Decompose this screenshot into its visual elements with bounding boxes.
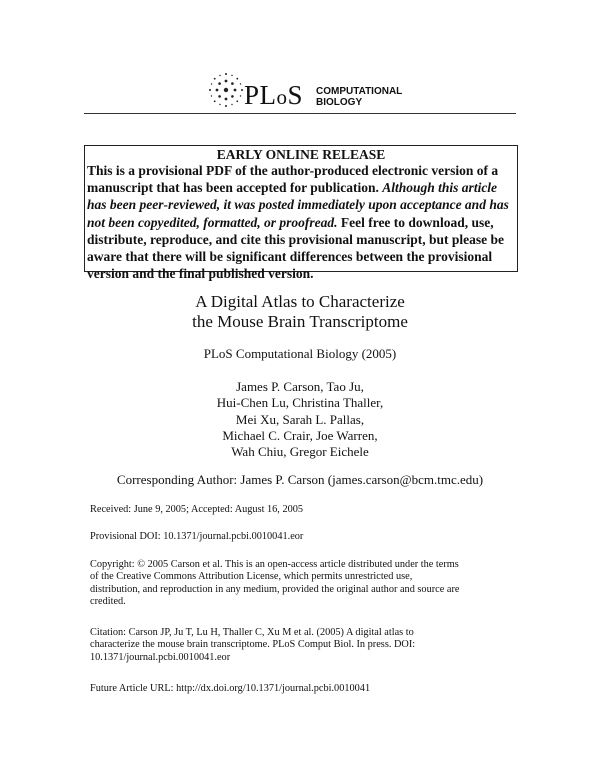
early-release-text-part1: This is a provisional PDF of the author-produced electronic version of a manuscript that has been accepted for publication. xyxy=(87,163,499,196)
journal-logo xyxy=(206,70,406,112)
journal-name-line1: COMPUTATIONAL xyxy=(316,86,403,97)
author-line: Hui-Chen Lu, Christina Thaller, xyxy=(216,395,384,411)
early-release-heading: EARLY ONLINE RELEASE xyxy=(216,147,386,162)
journal-citation: PLoS Computational Biology (2005) xyxy=(203,346,397,361)
author-list xyxy=(0,379,600,460)
early-release-notice xyxy=(84,145,518,282)
plos-wordmark: PLoS xyxy=(244,80,304,110)
author-line: Mei Xu, Sarah L. Pallas, xyxy=(235,411,365,427)
author-line: Michael C. Crair, Joe Warren, xyxy=(222,427,378,443)
author-line: Wah Chiu, Gregor Eichele xyxy=(231,444,369,460)
early-release-text-part2: Feel free to download, use, distribute, reproduce, and cite this provisional manuscript, but please be aware that there will be significant differences between the provisional version and the final published version. xyxy=(87,214,505,282)
copyright-line: Copyright: © 2005 Carson et al. This is an open-access article distributed under the terms xyxy=(90,559,459,570)
author-line: James P. Carson, Tao Ju, xyxy=(236,379,364,394)
early-release-text xyxy=(87,162,515,282)
article-title xyxy=(0,292,600,332)
plos-starburst-icon xyxy=(206,70,246,110)
citation-line: characterize the mouse brain transcriptome. PLoS Comput Biol. In press. DOI: xyxy=(90,639,416,651)
received-dates: Received: June 9, 2005; Accepted: August 16, 2005 xyxy=(90,504,304,515)
citation-notice xyxy=(90,627,510,664)
copyright-line: distribution, and reproduction in any medium, provided the original author and source are xyxy=(90,583,460,595)
future-article-url: Future Article URL: http://dx.doi.org/10.1371/journal.pcbi.0010041 xyxy=(90,683,371,694)
copyright-notice xyxy=(90,559,510,609)
journal-name-line2: BIOLOGY xyxy=(316,97,363,108)
article-title-line1: A Digital Atlas to Characterize xyxy=(195,292,405,311)
provisional-doi: Provisional DOI: 10.1371/journal.pcbi.0010041.eor xyxy=(90,531,304,542)
corresponding-author: Corresponding Author: James P. Carson (james.carson@bcm.tmc.edu) xyxy=(116,472,484,487)
journal-name xyxy=(316,86,402,108)
header-rule xyxy=(84,113,516,114)
early-release-text-italic: Although this article has been peer-reviewed, it was posted immediately upon acceptance and has not been copyedited, formatted, or proofread. xyxy=(87,180,509,230)
copyright-line: credited. xyxy=(90,596,126,608)
citation-line: Citation: Carson JP, Ju T, Lu H, Thaller C, Xu M et al. (2005) A digital atlas to xyxy=(90,627,414,638)
article-title-line2: the Mouse Brain Transcriptome xyxy=(192,312,408,331)
copyright-line: of the Creative Commons Attribution License, which permits unrestricted use, xyxy=(90,571,413,583)
citation-line: 10.1371/journal.pcbi.0010041.eor xyxy=(90,651,231,663)
